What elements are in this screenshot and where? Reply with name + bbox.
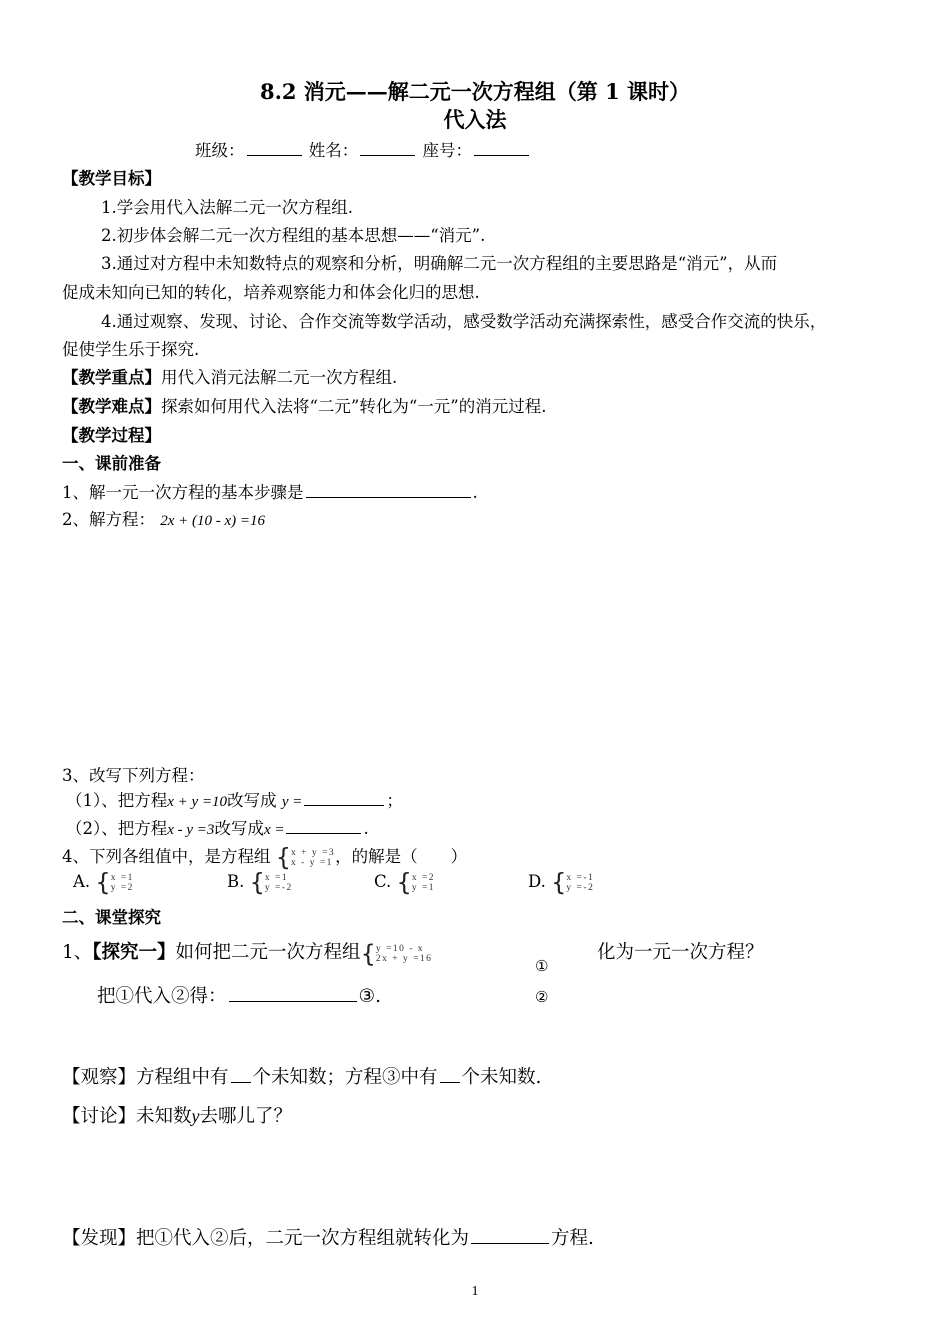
option-a[interactable]	[73, 868, 134, 897]
q3-1-mid: 改写成	[227, 791, 277, 810]
page-subtitle: 代入法	[443, 107, 507, 132]
class-label: 班级：	[195, 141, 245, 160]
observe-end: 个未知数.	[461, 1067, 542, 1088]
q3-2-mid: 改写成	[214, 819, 264, 838]
brace-icon: {	[249, 868, 265, 897]
brace-icon: {	[360, 939, 376, 968]
observe-blank-2[interactable]	[440, 1063, 460, 1083]
option-row: x =-1	[566, 872, 595, 883]
seat-label: 座号：	[422, 141, 472, 160]
explore-eq-row: y =10 - x	[375, 943, 424, 954]
q4-equation-system	[275, 843, 336, 872]
observe-blank-1[interactable]	[231, 1063, 251, 1083]
discuss-var: y	[191, 1106, 200, 1126]
circled-two-mark: ②	[535, 988, 549, 1006]
brace-icon: {	[396, 868, 412, 897]
substitute-pre: 把①代入②得：	[97, 986, 227, 1007]
name-label: 姓名：	[308, 141, 359, 160]
explore-number: 1、	[62, 942, 93, 963]
section1-heading: 一、课前准备	[62, 454, 161, 473]
key-point-heading: 【教学重点】	[62, 368, 161, 387]
q3-1-var: y =	[281, 794, 303, 810]
option-row: y =1	[411, 882, 436, 893]
question-2	[62, 506, 265, 530]
explore-tag: 【探究一】	[92, 942, 176, 963]
q3-text: 3、改写下列方程：	[62, 766, 205, 785]
q1-text: 1、解一元一次方程的基本步骤是	[62, 483, 304, 502]
observe-tag: 【观察】	[62, 1067, 137, 1088]
explore-equation-system	[360, 939, 433, 968]
goal-item: 2.初步体会解二元一次方程组的基本思想——“消元”.	[101, 226, 486, 245]
explore-pre: 如何把二元一次方程组	[175, 942, 361, 963]
substitute-line	[97, 982, 381, 1008]
observe-pre: 方程组中有	[136, 1067, 229, 1088]
difficulty-heading: 【教学难点】	[62, 397, 161, 416]
q3-2-var: x =	[263, 822, 285, 838]
option-b[interactable]	[227, 868, 293, 897]
discuss-end: 去哪儿了？	[199, 1106, 293, 1127]
explore-one-line	[62, 938, 433, 968]
substitute-end: ③.	[358, 986, 381, 1007]
option-d[interactable]	[528, 868, 595, 897]
brace-icon: {	[95, 868, 111, 897]
option-row: y =2	[110, 882, 134, 893]
seat-blank[interactable]	[474, 138, 529, 156]
circled-one-mark: ①	[535, 957, 549, 975]
observe-mid: 个未知数；方程③中有	[252, 1067, 438, 1088]
section2-heading: 二、课堂探究	[62, 908, 161, 927]
q4-eq-row: x - y =1	[291, 857, 333, 868]
q1-end: .	[472, 483, 478, 502]
key-point-line	[62, 364, 397, 388]
goals-heading: 【教学目标】	[62, 169, 161, 188]
discover-answer-blank[interactable]	[471, 1224, 549, 1244]
option-label: A.	[73, 872, 91, 891]
discover-line	[62, 1224, 594, 1250]
q3-2-answer-blank[interactable]	[286, 816, 361, 834]
brace-icon: {	[551, 868, 567, 897]
option-label: D.	[528, 872, 546, 891]
question-3-1	[66, 787, 403, 811]
q4-post: ，的解是（ ）	[335, 847, 468, 866]
difficulty-line	[62, 393, 547, 417]
option-row: x =1	[264, 872, 289, 883]
option-label: C.	[374, 872, 392, 891]
goal-item: 促成未知向已知的转化，培养观察能力和体会化归的思想.	[62, 283, 480, 302]
key-point-text: 用代入消元法解二元一次方程组.	[161, 368, 398, 387]
class-blank[interactable]	[247, 138, 302, 156]
q3-1-answer-blank[interactable]	[304, 788, 384, 806]
discuss-line	[62, 1102, 292, 1128]
q4-eq-row: x + y =3	[291, 847, 336, 858]
q4-pre: 4、下列各组值中，是方程组	[62, 847, 271, 866]
q3-1-equation: x + y =10	[167, 794, 228, 810]
q3-1-pre: （1）、把方程	[66, 791, 168, 810]
option-row: x =2	[411, 872, 436, 883]
question-1	[62, 479, 478, 503]
discover-pre: 把①代入②后，二元一次方程组就转化为	[136, 1228, 470, 1249]
page-title: 8.2 消元——解二元一次方程组（第 1 课时）	[259, 79, 691, 104]
q3-2-equation: x - y =3	[167, 822, 215, 838]
option-row: x =1	[110, 872, 134, 883]
substitute-answer-blank[interactable]	[229, 982, 357, 1002]
q1-answer-blank[interactable]	[306, 480, 471, 498]
goal-item: 3.通过对方程中未知数特点的观察和分析，明确解二元一次方程组的主要思路是“消元”，从而	[101, 254, 778, 273]
discover-tag: 【发现】	[62, 1228, 137, 1249]
explore-post: 化为一元一次方程？	[597, 942, 764, 963]
difficulty-text: 探索如何用代入法将“二元”转化为“一元”的消元过程.	[161, 397, 547, 416]
option-c[interactable]	[374, 868, 436, 897]
question-4	[62, 843, 468, 872]
goal-item: 1.学会用代入法解二元一次方程组.	[101, 198, 353, 217]
q3-2-pre: （2）、把方程	[66, 819, 168, 838]
discover-end: 方程.	[551, 1228, 594, 1249]
student-info-line	[195, 137, 531, 161]
goal-item: 4.通过观察、发现、讨论、合作交流等数学活动，感受数学活动充满探索性，感受合作交流的快乐，	[101, 312, 827, 331]
goal-item: 促使学生乐于探究.	[62, 340, 200, 359]
option-label: B.	[227, 872, 245, 891]
question-3-2	[66, 815, 369, 839]
discuss-tag: 【讨论】	[62, 1106, 137, 1127]
option-row: y =-2	[566, 882, 595, 893]
observe-line	[62, 1063, 541, 1089]
q3-1-end: ；	[386, 791, 403, 810]
q2-equation: 2x + (10 - x) =16	[160, 513, 266, 529]
brace-icon: {	[275, 843, 292, 872]
q3-2-end: .	[363, 819, 369, 838]
q2-text: 2、解方程：	[62, 510, 155, 529]
discuss-pre: 未知数	[136, 1106, 192, 1127]
option-row: y =-2	[264, 882, 293, 893]
process-heading: 【教学过程】	[62, 426, 161, 445]
page-number: 1	[471, 1284, 479, 1299]
name-blank[interactable]	[360, 138, 415, 156]
explore-eq-row: 2x + y =16	[375, 953, 433, 964]
